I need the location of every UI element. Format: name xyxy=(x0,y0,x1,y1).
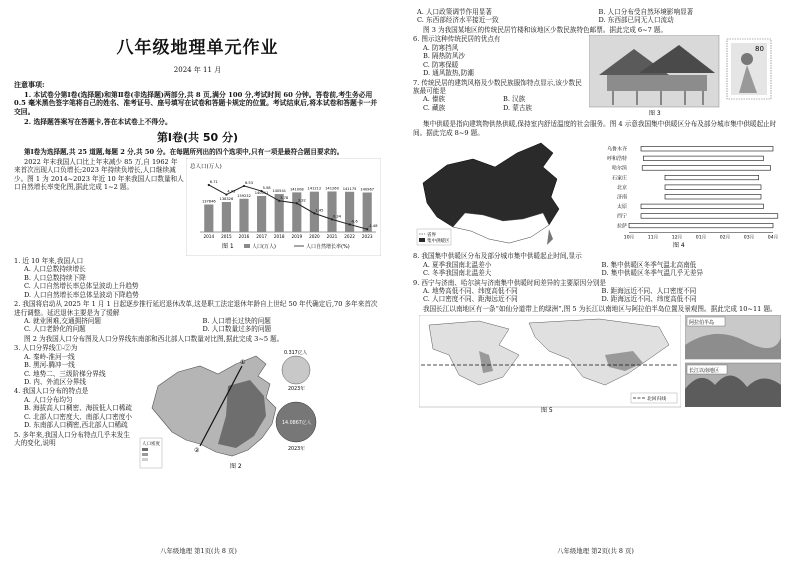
q9-option-c: C. 人口密度不同、距海远近不同 xyxy=(423,295,518,304)
figure-3-label: 图 3 xyxy=(649,110,661,118)
month-tick-label: 12月 xyxy=(671,235,683,241)
q8-option-d: D. 集中供暖区冬季气温几乎无差异 xyxy=(601,269,704,278)
heating-period-bar xyxy=(641,147,773,152)
q3-option-a: A. 秦岭-淮河一线 xyxy=(24,352,75,361)
q5-option-a: A. 人口政策调节作用显著 xyxy=(417,8,492,16)
population-value-label: 141212 xyxy=(307,186,322,191)
year-tick-label: 2022 xyxy=(344,233,355,239)
stem-8: 集中供暖是指向建筑物供热供暖,保持室内舒适温度的社会服务。图 4 示意我国集中供暖区分布及部分城市集中供暖起止时间。据此完成 8~9 题。 xyxy=(413,120,777,137)
photo-label-arabia: 阿拉伯半岛 xyxy=(689,320,715,327)
question-8: 8. 我国集中供暖区分布及部分城市集中供暖起止时间,显示 xyxy=(413,252,582,261)
growth-rate-point xyxy=(208,184,210,186)
population-value-label: 140541 xyxy=(272,188,287,193)
q1-option-a: A. 人口总数持续增长 xyxy=(24,265,86,274)
boundary-marker-2: ② xyxy=(194,447,200,455)
heating-city-label: 呼和浩特 xyxy=(606,156,627,163)
tropic-legend-label: 北回归线 xyxy=(647,397,667,403)
q2-options xyxy=(14,317,381,334)
q9-options xyxy=(413,287,780,304)
growth-rate-point xyxy=(349,223,351,225)
q4-option-a: A. 人口分布均匀 xyxy=(24,395,73,404)
question-9: 9. 西宁与济南、哈尔滨与济南集中供暖时间差异的主要原因分别是 xyxy=(413,278,607,287)
notice-item: 2. 选择题答案写在答题卡,答在本试卷上不得分。 xyxy=(24,117,172,126)
notice-heading: 注意事项: xyxy=(14,79,45,89)
heating-city-label: 乌鲁木齐 xyxy=(606,146,627,153)
growth-rate-point xyxy=(331,218,333,220)
year-tick-label: 2015 xyxy=(221,233,232,239)
heating-city-label: 太原 xyxy=(616,204,627,211)
growth-rate-label: 5.58 xyxy=(262,185,271,190)
q8-option-b: B. 集中供暖区冬季气温北高南低 xyxy=(601,260,697,269)
growth-rate-point xyxy=(278,200,280,202)
q2-option-c: C. 人口老龄化的问题 xyxy=(24,325,86,334)
heating-period-bar xyxy=(641,214,778,219)
q5-option-d: D. 东西部已同无人口流动 xyxy=(598,16,674,25)
population-bar xyxy=(239,199,248,232)
q9-option-a: A. 地势高低不同、纬度高低不同 xyxy=(423,286,518,295)
population-map-figure xyxy=(138,346,328,474)
year-tick-label: 2018 xyxy=(273,233,285,239)
figure-1-label: 图 1 xyxy=(222,242,234,250)
population-value-label: 141175 xyxy=(342,186,357,191)
question-3: 3. 人口分界线①-②为 xyxy=(14,344,78,353)
stamp-value: 80 xyxy=(755,45,764,54)
heating-city-label: 石家庄 xyxy=(611,175,627,182)
q7-options xyxy=(413,95,583,112)
exam-page-2 xyxy=(397,0,794,561)
question-7: 7. 传统民居的建筑风格及少数民族服饰特点显示,该少数民族最可能是 xyxy=(413,78,582,95)
q9-option-b: B. 距海远近不同、人口密度不同 xyxy=(601,286,697,295)
q5-option-c: C. 东西部经济水平接近一致 xyxy=(417,16,499,25)
heating-period-chart xyxy=(589,139,779,249)
exam-title: 八年级地理单元作业 xyxy=(116,38,279,58)
q1-option-b: B. 人口总数持续下降 xyxy=(24,273,86,282)
figure-2-label: 图 2 xyxy=(230,463,242,471)
q4-option-c: C. 北部人口密度大、南部人口密度小 xyxy=(24,412,132,421)
growth-rate-label: 3.78 xyxy=(280,195,289,200)
bamboo-house-figure xyxy=(589,35,779,117)
q6-option-a: A. 防寒挡风 xyxy=(423,43,459,52)
population-bar xyxy=(345,192,354,232)
q2-option-b: B. 人口增长过快的问题 xyxy=(202,316,271,325)
boundary-marker-1: ① xyxy=(240,359,246,367)
population-value-label: 141008 xyxy=(289,187,304,192)
heating-city-label: 拉萨 xyxy=(616,223,627,230)
month-tick-label: 04月 xyxy=(767,235,779,241)
growth-rate-label: 6.53 xyxy=(245,180,254,185)
population-value-label: 141260 xyxy=(325,186,339,191)
question-6: 6. 图示这种传统民居的优点有 xyxy=(413,35,501,44)
population-bar xyxy=(327,191,336,232)
question-5: 5. 多年来,我国人口分布特点几乎未发生大的变化,说明 xyxy=(14,430,130,448)
q1-option-c: C. 人口自然增长率总体呈波动上升趋势 xyxy=(24,282,139,291)
stem-6: 图 3 为我国某地区的传统民居竹楼和该地区少数民族特色邮票。据此完成 6~7 题。 xyxy=(423,25,668,34)
heating-period-bar xyxy=(642,166,770,171)
q6-option-c: C. 防寒保暖 xyxy=(423,60,459,69)
heating-period-bar xyxy=(665,175,759,180)
heating-period-bar xyxy=(665,195,761,200)
world-location-figure xyxy=(419,315,681,413)
population-value-label: 140011 xyxy=(254,190,269,195)
q7-option-c: C. 藏族 xyxy=(423,103,446,112)
heating-period-bar xyxy=(629,223,773,228)
q8-option-a: A. 夏季我国南北温差小 xyxy=(423,260,492,269)
q6-option-b: B. 隔热防风沙 xyxy=(423,52,466,61)
month-tick-label: 01月 xyxy=(695,235,707,241)
population-value-label: 137646 xyxy=(201,199,216,204)
question-2: 2. 我国将启动从 2025 年 1 月 1 日起逐步推行延迟退休改革,这是职工法定退休年龄自上世纪 50 年代确定后,70 多年来首次进行调整。延迟退休主要是为了缓解 xyxy=(14,300,378,317)
notice-list xyxy=(14,91,381,127)
growth-rate-label: -1.48 xyxy=(368,224,378,229)
pie-top-year: 2023年 xyxy=(288,387,306,393)
map-legend-title: 人口密度 xyxy=(142,442,160,448)
q3-option-d: D. 内、外流区分界线 xyxy=(24,378,86,387)
legend-province-border: 省界 xyxy=(427,233,436,239)
section-title: 第Ⅰ卷(共 50 分) xyxy=(156,131,239,145)
month-tick-label: 03月 xyxy=(743,235,755,241)
q5-options xyxy=(413,8,780,25)
pie-bottom-year: 2023年 xyxy=(288,447,306,453)
population-value-label: 138326 xyxy=(219,196,234,201)
month-tick-label: 11月 xyxy=(647,235,659,241)
stem-10: 我国长江以南地区有一条“如仙分道带上的绿洲”,图 5 为长江以南地区与阿拉伯半岛位置及景观图。据此完成 10~11 题。 xyxy=(423,304,777,313)
growth-rate-label: 1.45 xyxy=(315,208,324,213)
figure-5-label: 图 5 xyxy=(541,407,553,414)
year-tick-label: 2017 xyxy=(256,233,267,239)
page-1-footer: 八年级地理 第1页(共 8 页) xyxy=(160,546,237,555)
stem-3: 图 2 为我国人口分布图及人口分界线东南部和西北部人口数量对比图,据此完成 3~5 题。 xyxy=(24,334,284,343)
section-intro: 第Ⅰ卷为选择题,共 25 道题,每题 2 分,共 50 分。在每题所列出的四个选项中,只有一项是最符合题目要求的。 xyxy=(24,148,344,157)
legend-bar-swatch xyxy=(244,244,250,248)
year-tick-label: 2016 xyxy=(238,233,250,239)
question-4: 4. 我国人口分布的特点是 xyxy=(14,387,89,396)
q4-option-d: D. 东南部人口稠密,西北部人口稀疏 xyxy=(24,421,128,430)
stem-1: 2022 年末我国人口比上年末减少 85 万,自 1962 年来首次出现人口负增长;2023 年持续负增长,人口继续减少。图 1 为 2014~2023 年近 10 年来我国人口数量和人口自然增长率变化图,据此完成 1~2 题。 xyxy=(14,157,184,192)
exam-date: 2024 年 11 月 xyxy=(173,65,222,74)
legend-line-label: 人口自然增长率(%) xyxy=(306,243,350,250)
q2-option-d: D. 人口数量过多的问题 xyxy=(202,325,272,334)
population-chart xyxy=(186,158,381,256)
population-bar xyxy=(257,196,266,232)
growth-rate-point xyxy=(313,212,315,214)
growth-rate-label: 0.34 xyxy=(333,214,342,219)
population-value-label: 139232 xyxy=(237,193,251,198)
population-bar xyxy=(222,202,231,232)
q6-option-d: D. 通风散热,防潮 xyxy=(423,69,474,78)
population-bar xyxy=(204,204,213,232)
heating-period-bar xyxy=(665,185,761,190)
year-tick-label: 2020 xyxy=(309,233,320,239)
heating-city-label: 北京 xyxy=(616,185,627,192)
heating-period-bar xyxy=(641,204,763,209)
q3-option-c: C. 地势二、三级阶梯分界线 xyxy=(24,369,106,378)
notice-item: 1. 本试卷分第Ⅰ卷(选择题)和第Ⅱ卷(非选择题)两部分,共 8 页,满分 100 分,考试时间 60 分钟。答卷前,考生务必用 0.5 毫米黑色签字笔将自己的姓名、准考证号、座号填写在试卷和答题卡规定的位置。考试结束后,将本试卷和答题卡一并交回。 xyxy=(14,90,378,117)
heating-map-figure xyxy=(413,139,583,249)
legend-heating-zone: 集中供暖区 xyxy=(427,239,450,245)
growth-rate-point xyxy=(243,185,245,187)
q9-option-d: D. 距海远近不同、纬度高低不同 xyxy=(601,295,697,304)
growth-rate-point xyxy=(225,193,227,195)
q2-option-a: A. 就业困难,交通拥挤问题 xyxy=(24,316,101,325)
growth-rate-label: 6.71 xyxy=(209,179,218,184)
growth-rate-point xyxy=(296,202,298,204)
year-tick-label: 2021 xyxy=(326,233,338,239)
legend-bar-label: 人口(万人) xyxy=(252,243,276,250)
month-tick-label: 10月 xyxy=(623,235,635,241)
pie-bottom-value: 14.0867亿人 xyxy=(282,421,312,427)
figure-4-label: 图 4 xyxy=(673,242,685,250)
q1-option-d: D. 人口自然增长率总体呈波动下降趋势 xyxy=(24,290,139,299)
photo-label-south-yangtze: 长江以南地区 xyxy=(689,368,720,375)
q8-option-c: C. 冬季我国南北温差大 xyxy=(423,269,492,278)
pie-northwest xyxy=(282,356,310,384)
q7-option-d: D. 蒙古族 xyxy=(503,103,533,112)
growth-rate-label: 3.32 xyxy=(297,198,306,203)
growth-rate-label: -0.6 xyxy=(350,219,358,224)
population-value-label: 140967 xyxy=(360,187,375,192)
q4-option-b: B. 海拔高人口稠密、海拔低人口稀疏 xyxy=(24,404,132,413)
pie-top-value: 0.317亿人 xyxy=(284,351,308,357)
question-1: 1. 近 10 年来,我国人口 xyxy=(14,256,84,265)
growth-rate-label: 4.93 xyxy=(227,189,236,194)
q5-option-b: B. 人口分布受自然环境影响显著 xyxy=(598,8,694,16)
chart-unit-label: 总人口(万人) xyxy=(190,163,222,170)
heating-period-bar xyxy=(643,156,763,161)
heating-city-label: 西宁 xyxy=(616,213,627,220)
heating-city-label: 济南 xyxy=(616,194,627,201)
year-tick-label: 2019 xyxy=(291,233,303,239)
q7-option-a: A. 傣族 xyxy=(423,95,446,104)
month-tick-label: 02月 xyxy=(719,235,731,241)
page-2-footer: 八年级地理 第2页(共 8 页) xyxy=(557,546,634,555)
heating-city-label: 哈尔滨 xyxy=(611,165,627,172)
q8-options xyxy=(413,261,780,278)
growth-rate-point xyxy=(366,228,368,230)
q7-option-b: B. 汉族 xyxy=(503,95,526,104)
year-tick-label: 2014 xyxy=(203,233,215,239)
q3-option-b: B. 黑河-腾冲一线 xyxy=(24,361,75,370)
year-tick-label: 2023 xyxy=(361,233,373,239)
landscape-photos xyxy=(685,315,781,407)
